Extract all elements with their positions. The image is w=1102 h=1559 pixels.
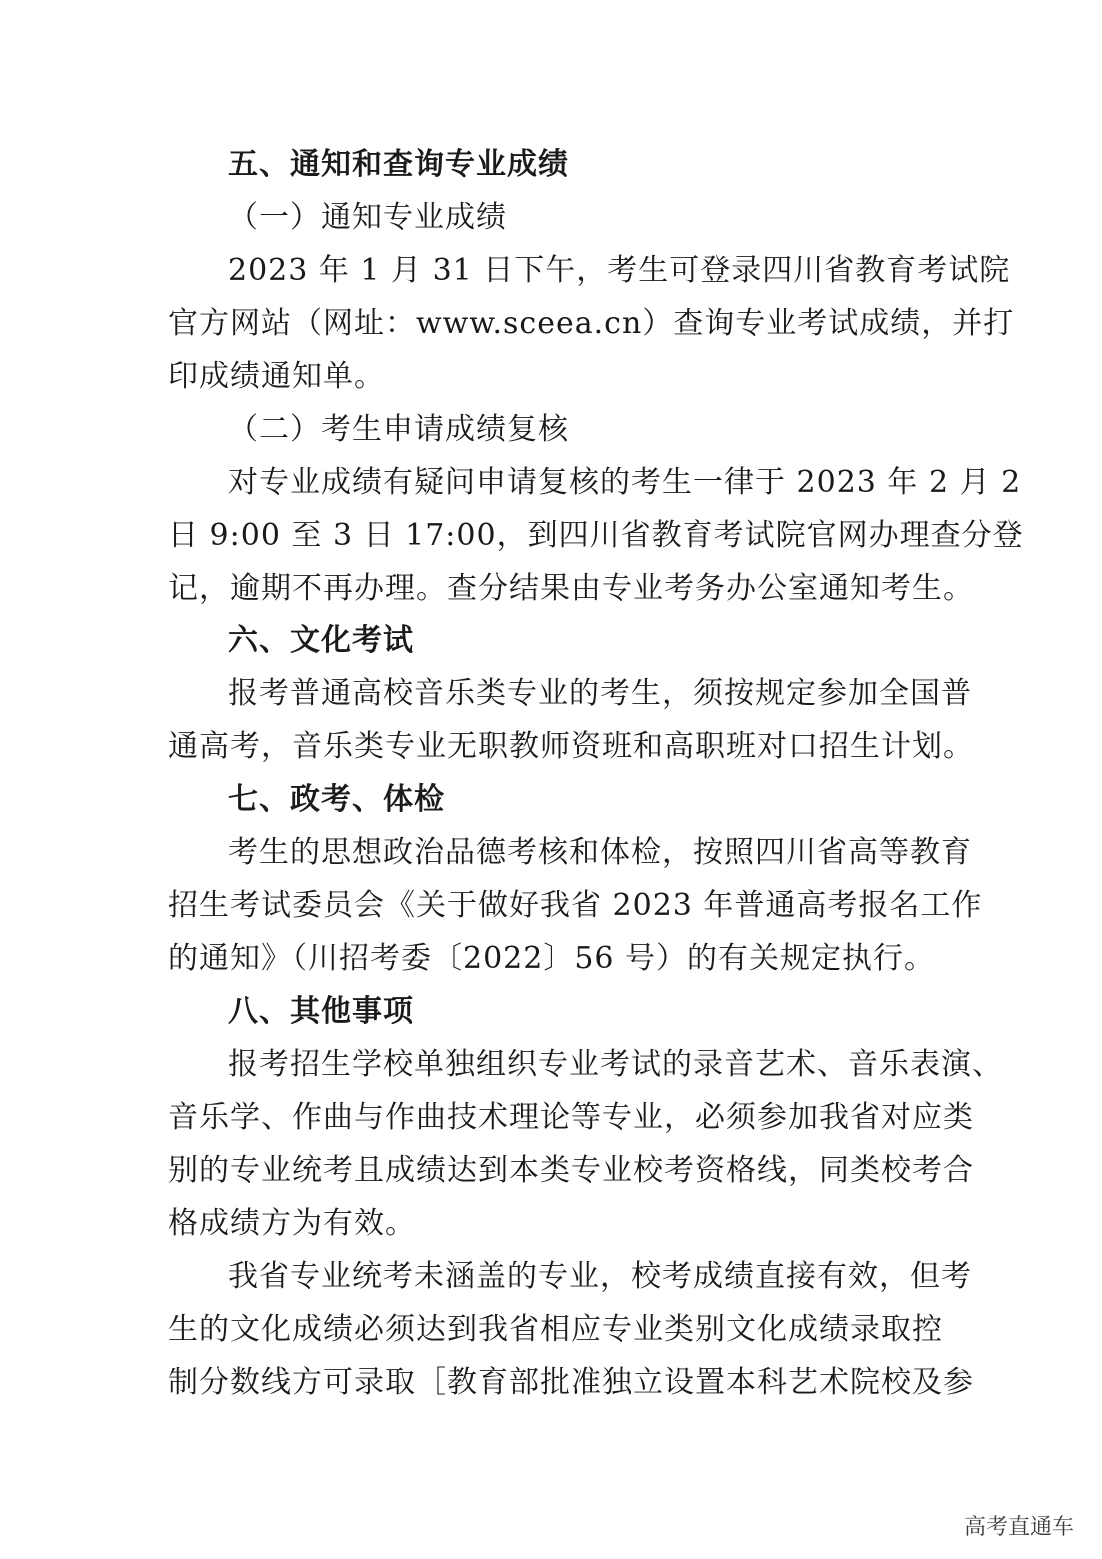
paragraph-line: 印成绩通知单。 bbox=[168, 359, 385, 394]
paragraph-line: 考生的思想政治品德考核和体检，按照四川省高等教育 bbox=[228, 835, 972, 870]
paragraph-line: 日 9:00 至 3 日 17:00，到四川省教育考试院官网办理查分登 bbox=[168, 518, 1024, 553]
paragraph-line: 报考普通高校音乐类专业的考生，须按规定参加全国普 bbox=[228, 676, 972, 711]
paragraph-line: 2023 年 1 月 31 日下午，考生可登录四川省教育考试院 bbox=[228, 253, 1011, 288]
paragraph-line: 音乐学、作曲与作曲技术理论等专业，必须参加我省对应类 bbox=[168, 1100, 974, 1135]
paragraph-line: 别的专业统考且成绩达到本类专业校考资格线，同类校考合 bbox=[168, 1153, 974, 1188]
section-heading-5: 五、通知和查询专业成绩 bbox=[228, 147, 569, 182]
watermark-text: 高考直通车 bbox=[963, 1515, 1074, 1540]
paragraph-line: 报考招生学校单独组织专业考试的录音艺术、音乐表演、 bbox=[228, 1047, 1003, 1082]
paragraph-line: 对专业成绩有疑问申请复核的考生一律于 2023 年 2 月 2 bbox=[228, 465, 1022, 500]
paragraph-line: 制分数线方可录取［教育部批准独立设置本科艺术院校及参 bbox=[168, 1365, 974, 1400]
paragraph-line: 生的文化成绩必须达到我省相应专业类别文化成绩录取控 bbox=[168, 1312, 943, 1347]
paragraph-line: 记，逾期不再办理。查分结果由专业考务办公室通知考生。 bbox=[168, 571, 974, 606]
section-heading-6: 六、文化考试 bbox=[228, 623, 414, 658]
subsection-heading-review: （二）考生申请成绩复核 bbox=[228, 412, 569, 447]
subsection-heading-notify: （一）通知专业成绩 bbox=[228, 200, 507, 235]
paragraph-line: 我省专业统考未涵盖的专业，校考成绩直接有效，但考 bbox=[228, 1259, 972, 1294]
paragraph-line: 格成绩方为有效。 bbox=[168, 1206, 416, 1241]
section-heading-8: 八、其他事项 bbox=[228, 994, 414, 1029]
paragraph-line: 通高考，音乐类专业无职教师资班和高职班对口招生计划。 bbox=[168, 729, 974, 764]
paragraph-line: 官方网站（网址：www.sceea.cn）查询专业考试成绩，并打 bbox=[168, 306, 1015, 341]
section-heading-7: 七、政考、体检 bbox=[228, 782, 445, 817]
paragraph-line: 招生考试委员会《关于做好我省 2023 年普通高考报名工作 bbox=[168, 888, 983, 923]
paragraph-line: 的通知》（川招考委〔2022〕56 号）的有关规定执行。 bbox=[168, 941, 936, 976]
